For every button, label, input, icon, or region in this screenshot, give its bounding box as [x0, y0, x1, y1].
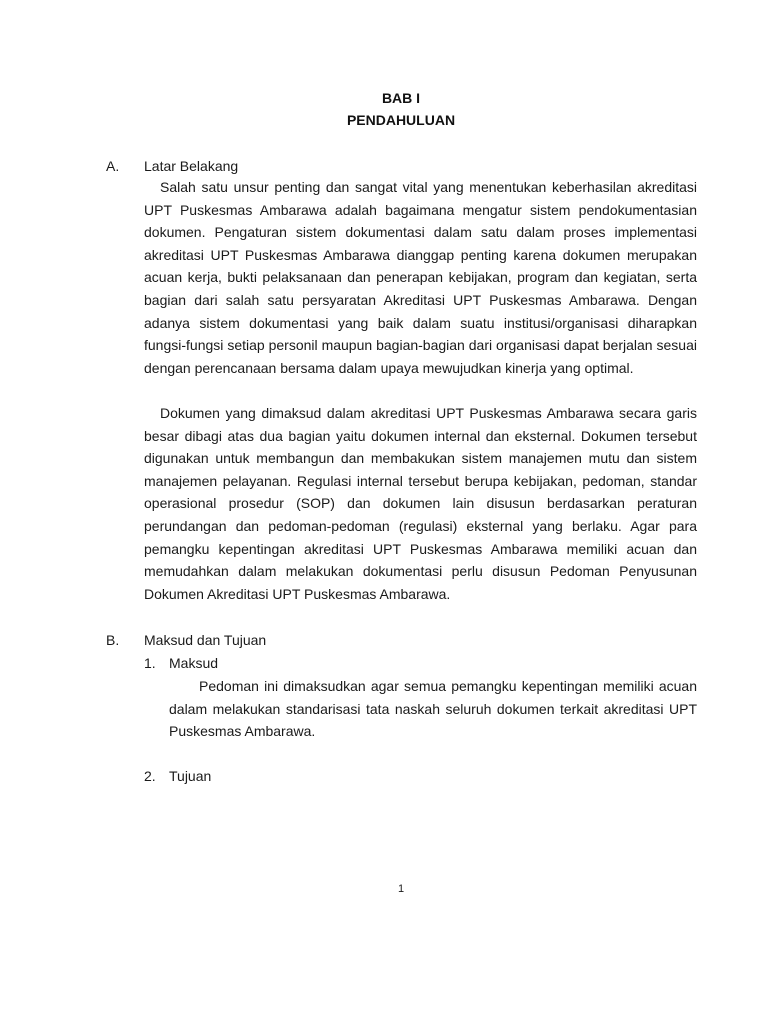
section-a-marker: A. — [106, 158, 120, 174]
chapter-title: PENDAHULUAN — [346, 112, 456, 128]
item-1-title: Maksud — [169, 655, 219, 671]
chapter-number: BAB I — [381, 90, 421, 106]
item-2-number: 2. — [144, 768, 156, 784]
section-a-paragraph-1: Salah satu unsur penting dan sangat vital yang menentukan keberhasilan akreditasi UPT Puskesmas Ambarawa adalah bagaimana mengatur sistem pendokumentasian dokumen. Pengaturan sistem dokumentasi dalam satu dalam proses implementasi akreditasi UPT Puskesmas Ambarawa dianggap penting karena dokumen merupakan acuan kerja, bukti pelaksanaan dan penerapan kebijakan, program dan kegiatan, serta bagian dari salah satu persyaratan Akreditasi UPT Puskesmas Ambarawa. Dengan adanya sistem dokumentasi yang baik dalam suatu institusi/organisasi diharapkan fungsi-fungsi setiap personil maupun bagian-bagian dari organisasi dapat berjalan sesuai dengan perencanaan bersama dalam upaya mewujudkan kinerja yang optimal. — [144, 179, 697, 376]
section-a-title: Latar Belakang — [144, 158, 239, 174]
page-number: 1 — [397, 883, 405, 895]
section-b-marker: B. — [106, 632, 120, 648]
section-b-title: Maksud dan Tujuan — [144, 632, 267, 648]
item-1-paragraph: Pedoman ini dimaksudkan agar semua pemangku kepentingan memiliki acuan dalam melakukan standarisasi tata naskah seluruh dokumen terkait akreditasi UPT Puskesmas Ambarawa. — [169, 678, 697, 740]
item-2-title: Tujuan — [169, 768, 212, 784]
item-1-number: 1. — [144, 655, 156, 671]
section-a-paragraph-2: Dokumen yang dimaksud dalam akreditasi UPT Puskesmas Ambarawa secara garis besar dibagi atas dua bagian yaitu dokumen internal dan eksternal. Dokumen tersebut digunakan untuk membangun dan membakukan sistem manajemen mutu dan sistem manajemen pelayanan. Regulasi internal tersebut berupa kebijakan, pedoman, standar operasional prosedur (SOP) dan dokumen lain disusun berdasarkan peraturan perundangan dan pedoman-pedoman (regulasi) eksternal yang berlaku. Agar para pemangku kepentingan akreditasi UPT Puskesmas Ambarawa memiliki acuan dan memudahkan dalam melakukan dokumentasi perlu disusun Pedoman Penyusunan Dokumen Akreditasi UPT Puskesmas Ambarawa. — [144, 405, 697, 602]
